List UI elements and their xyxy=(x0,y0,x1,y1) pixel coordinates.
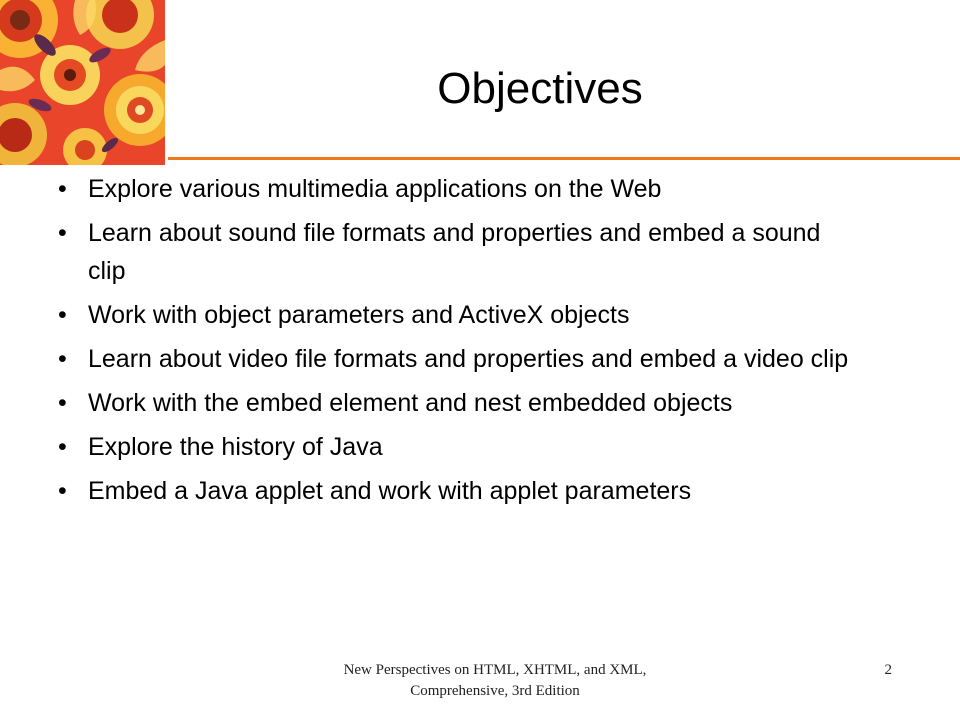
bullet-icon: • xyxy=(58,175,67,203)
list-item xyxy=(58,170,918,208)
list-item xyxy=(58,340,918,378)
list-item xyxy=(58,472,918,510)
list-item-text: Learn about video file formats and properties and embed a video clip xyxy=(88,345,849,373)
footer-line-2: Comprehensive, 3rd Edition xyxy=(410,683,580,699)
list-item-text: Embed a Java applet and work with applet parameters xyxy=(88,477,692,505)
list-item-text: Learn about sound file formats and properties and embed a sound clip xyxy=(88,219,821,285)
bullet-icon: • xyxy=(58,219,67,247)
list-item-text: Explore various multimedia applications on the Web xyxy=(88,175,662,203)
objectives-list xyxy=(58,170,918,516)
bullet-icon: • xyxy=(58,301,67,329)
list-item-text: Explore the history of Java xyxy=(88,433,383,461)
footer-caption xyxy=(300,660,690,702)
list-item xyxy=(58,428,918,466)
page-number: 2 xyxy=(884,662,892,678)
slide-title: Objectives xyxy=(437,64,643,113)
list-item-text: Work with object parameters and ActiveX objects xyxy=(88,301,630,329)
title-underline xyxy=(168,157,960,160)
kaleidoscope-flower-image xyxy=(0,0,165,165)
list-item xyxy=(58,384,918,422)
bullet-icon: • xyxy=(58,389,67,417)
bullet-icon: • xyxy=(58,345,67,373)
list-item-text: Work with the embed element and nest embedded objects xyxy=(88,389,733,417)
bullet-icon: • xyxy=(58,477,67,505)
bullet-icon: • xyxy=(58,433,67,461)
footer-line-1: New Perspectives on HTML, XHTML, and XML, xyxy=(343,662,647,678)
list-item xyxy=(58,296,918,334)
list-item xyxy=(58,214,918,290)
